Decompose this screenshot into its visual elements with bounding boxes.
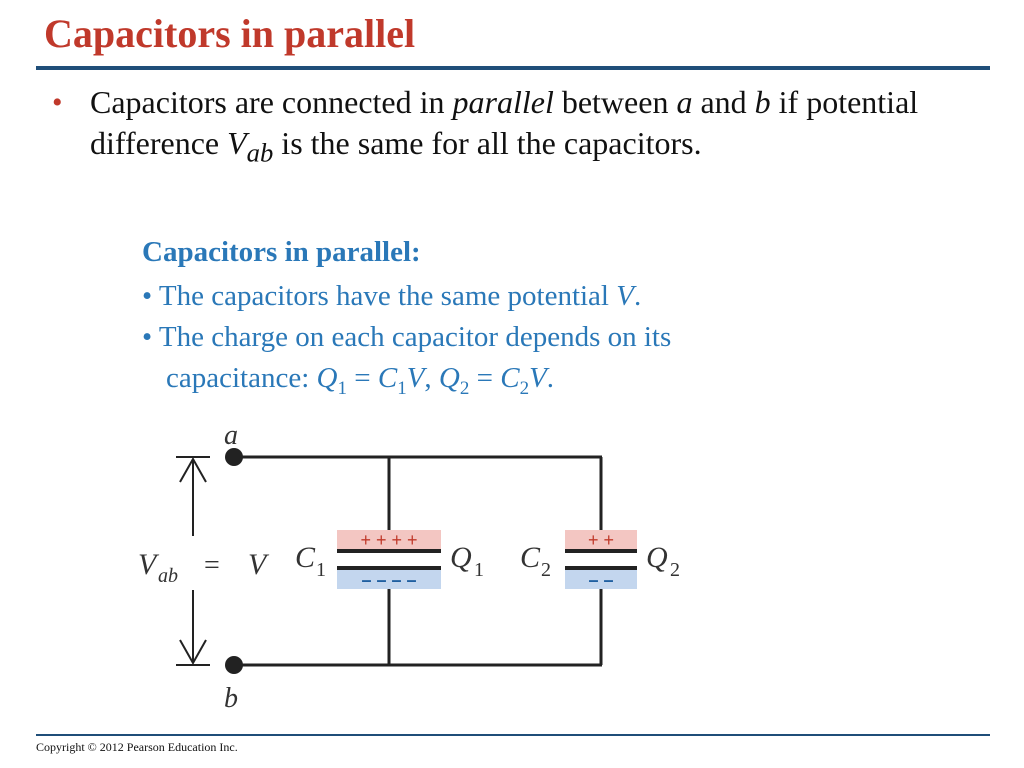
figure-title: Capacitors in parallel: <box>142 236 421 268</box>
node-b-label: b <box>224 683 238 714</box>
c1-minus-signs: – – – – <box>361 570 417 590</box>
footer-rule <box>36 734 990 736</box>
q2-subscript: 2 <box>670 559 680 581</box>
q1-subscript: 1 <box>474 559 484 581</box>
q1-label: Q <box>450 541 472 574</box>
figure-line-1: • The capacitors have the same potential V. <box>142 280 642 312</box>
vab-v-label: V <box>248 548 267 581</box>
terminal-b-dot <box>225 656 243 674</box>
node-a-label: a <box>224 420 238 451</box>
vab-label: V <box>138 548 157 581</box>
q2-label: Q <box>646 541 668 574</box>
figure-line-3: capacitance: $Q_1 = C_1V$, $Q_2 = C_2V$. <box>166 362 555 399</box>
c2-minus-signs: – – <box>588 570 614 590</box>
c1-subscript: 1 <box>316 559 326 581</box>
bullet-text: Capacitors are connected in parallel between a and b if potential difference $V_{ab}$ is the same for all the capacitors. <box>90 84 919 168</box>
slide-title: Capacitors in parallel <box>44 11 416 56</box>
vab-equals: = <box>204 550 220 581</box>
c2-label: C <box>520 541 541 574</box>
c1-label: C <box>295 541 316 574</box>
copyright-notice: Copyright © 2012 Pearson Education Inc. <box>36 740 238 754</box>
c2-plus-signs: + + <box>587 530 615 550</box>
bullet-marker: • <box>52 86 63 119</box>
c1-plus-signs: + + + + <box>360 530 418 550</box>
figure-line-2: • The charge on each capacitor depends on its <box>142 321 672 353</box>
vab-subscript: ab <box>158 565 178 587</box>
c2-subscript: 2 <box>541 559 551 581</box>
